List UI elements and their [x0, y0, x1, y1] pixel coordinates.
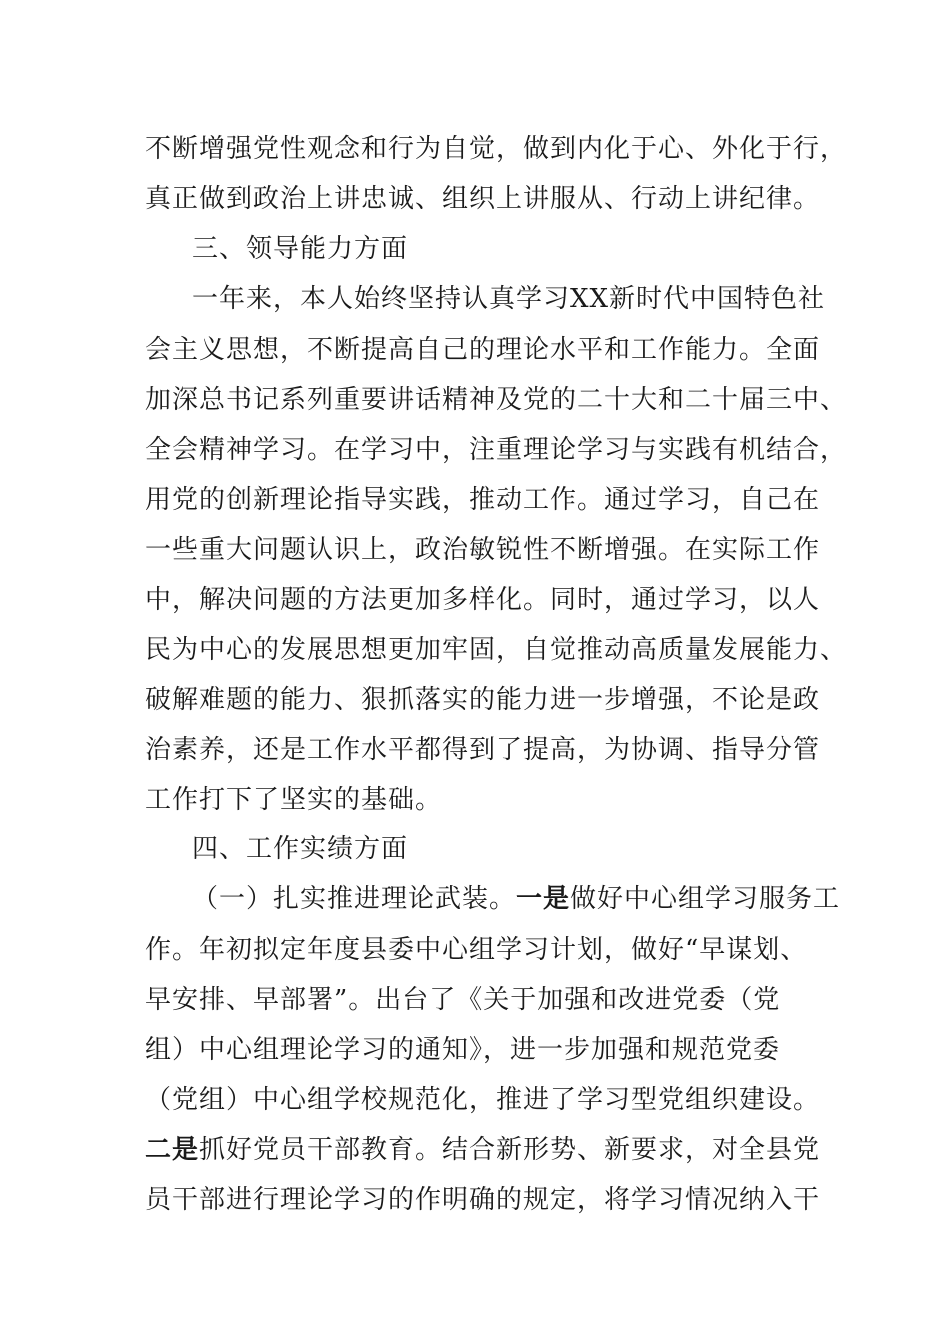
body-text-line: 组）中心组理论学习的通知》，进一步加强和规范党委: [145, 1035, 781, 1065]
body-text-line: 破解难题的能力、狠抓落实的能力进一步增强，不论是政: [145, 685, 821, 715]
body-text-line: 治素养，还是工作水平都得到了提高，为协调、指导分管: [145, 735, 821, 765]
body-text-line: 用党的创新理论指导实践，推动工作。通过学习，自己在: [145, 485, 821, 515]
body-text-line: 一些重大问题认识上，政治敏锐性不断增强。在实际工作: [145, 535, 821, 565]
bold-marker: 一是: [516, 884, 571, 914]
body-text-line: （党组）中心组学校规范化，推进了学习型党组织建设。: [145, 1085, 821, 1115]
body-text-line: 一年来，本人始终坚持认真学习XX新时代中国特色社: [192, 284, 826, 314]
body-text-line: 不断增强党性观念和行为自觉，做到内化于心、外化于行，: [145, 134, 848, 164]
body-text-segment: 做好中心组学习服务工: [570, 884, 841, 914]
body-text-line: 全会精神学习。在学习中，注重理论学习与实践有机结合，: [145, 435, 848, 465]
section-heading: 四、工作实绩方面: [192, 834, 409, 864]
body-text-line: 员干部进行理论学习的作明确的规定，将学习情况纳入干: [145, 1185, 821, 1215]
body-text-segment: 抓好党员干部教育。结合新形势、新要求，对全县党: [199, 1135, 821, 1165]
body-text-line: 真正做到政治上讲忠诚、组织上讲服从、行动上讲纪律。: [145, 184, 821, 214]
body-text-line: 工作打下了坚实的基础。: [145, 785, 443, 815]
bold-marker: 二是: [145, 1135, 200, 1165]
section-heading: 三、领导能力方面: [192, 234, 409, 264]
body-text-line: 会主义思想，不断提高自己的理论水平和工作能力。全面: [145, 335, 821, 365]
body-text-line: 中，解决问题的方法更加多样化。同时，通过学习，以人: [145, 585, 821, 615]
body-text-line: 早安排、早部署”。出台了《关于加强和改进党委（党: [145, 985, 781, 1015]
body-text-line: 民为中心的发展思想更加牢固，自觉推动高质量发展能力、: [145, 635, 848, 665]
body-text-line: 作。年初拟定年度县委中心组学习计划，做好“早谋划、: [145, 935, 808, 965]
subsection-heading: （一）扎实推进理论武装。: [192, 884, 517, 914]
body-text-line: [145, 1134, 825, 1166]
body-text-line: 加深总书记系列重要讲话精神及党的二十大和二十届三中、: [145, 385, 848, 415]
body-text-line: [192, 883, 872, 915]
